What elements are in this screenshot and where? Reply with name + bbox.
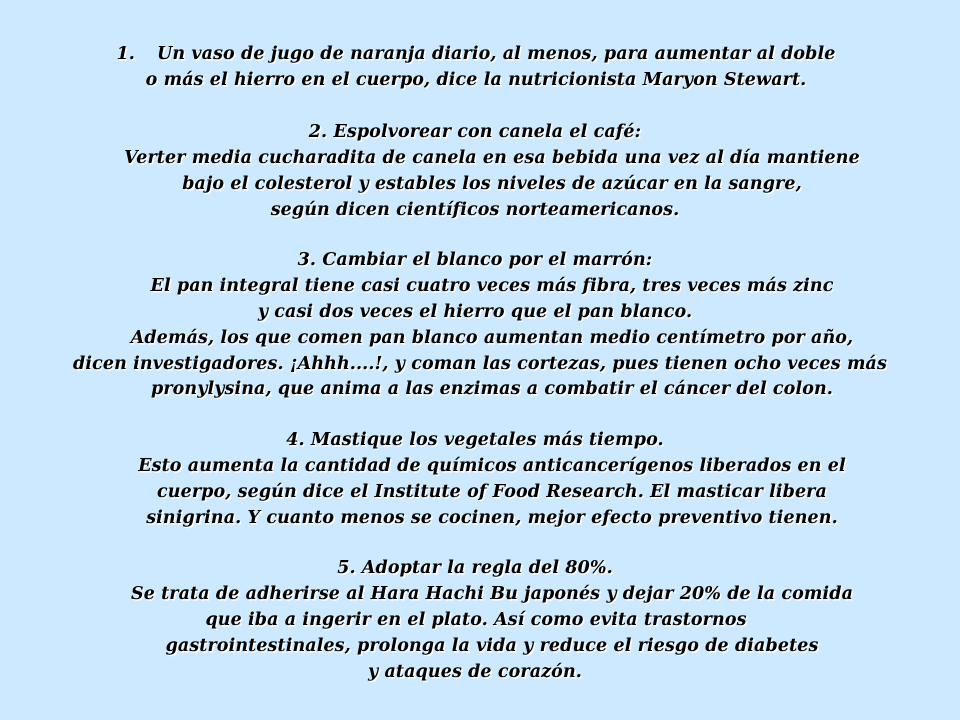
item-4-heading: 4. Mastique los vegetales más tiempo. [286, 430, 664, 450]
item-3-line-4: dicen investigadores. ¡Ahhh....!, y coman las cortezas, pues tienen ocho veces más [73, 354, 887, 374]
item-1-line-1 [0, 41, 956, 67]
item-3-line-2: y casi dos veces el hierro que el pan blanco. [257, 302, 693, 322]
item-1-number: 1. [116, 44, 135, 64]
item-2-line-3: según dicen científicos norteamericanos. [270, 200, 680, 220]
item-1-line-2: o más el hierro en el cuerpo, dice la nutricionista Maryon Stewart. [145, 70, 807, 90]
item-3-line-5: pronylysina, que anima a las enzimas a combatir el cáncer del colon. [150, 379, 833, 399]
item-2-line-1: Verter media cucharadita de canela en esa bebida una vez al día mantiene [124, 148, 860, 168]
item-3-heading: 3. Cambiar el blanco por el marrón: [297, 250, 653, 270]
item-5-line-2: que iba a ingerir en el plato. Así como evita trastornos [205, 610, 747, 630]
item-5-line-3: gastrointestinales, prolonga la vida y reduce el riesgo de diabetes [165, 636, 819, 656]
item-3-line-1: El pan integral tiene casi cuatro veces más fibra, tres veces más zinc [150, 276, 834, 296]
item-4-line-1: Esto aumenta la cantidad de químicos anticancerígenos liberados en el [138, 456, 846, 476]
item-4-line-2: cuerpo, según dice el Institute of Food Research. El masticar libera [157, 482, 827, 502]
item-5-line-4: y ataques de corazón. [368, 662, 582, 682]
item-2-heading: 2. Espolvorear con canela el café: [308, 122, 642, 142]
item-3-line-3: Además, los que comen pan blanco aumentan medio centímetro por año, [130, 328, 854, 348]
item-5-heading: 5. Adoptar la regla del 80%. [337, 558, 613, 578]
item-1-text: Un vaso de jugo de naranja diario, al menos, para aumentar al doble [156, 44, 836, 64]
item-2-line-2: bajo el colesterol y estables los niveles de azúcar en la sangre, [182, 174, 802, 194]
item-5-line-1: Se trata de adherirse al Hara Hachi Bu japonés y dejar 20% de la comida [130, 584, 854, 604]
item-4-line-3: sinigrina. Y cuanto menos se cocinen, mejor efecto preventivo tienen. [146, 508, 838, 528]
